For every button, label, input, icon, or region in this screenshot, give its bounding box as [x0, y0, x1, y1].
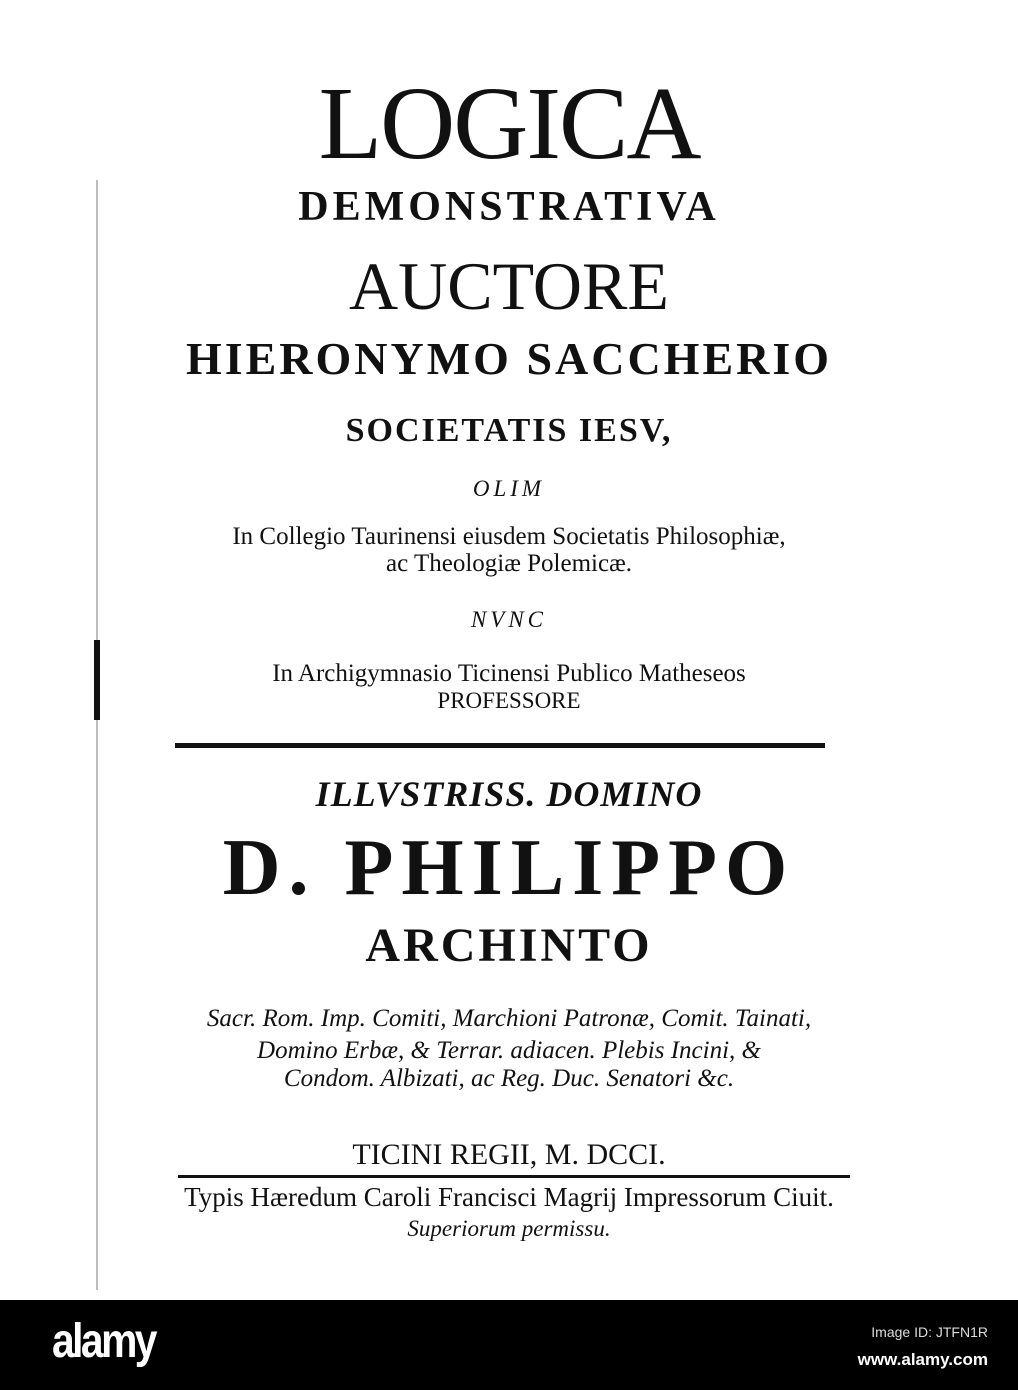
nunc-line-2: PROFESSORE	[437, 688, 581, 713]
olim-line-2: ac Theologiæ Polemicæ.	[385, 550, 633, 577]
titles-line-2: Domino Erbæ, & Terrar. adiacen. Plebis Incini, &	[257, 1037, 761, 1064]
dedicatee-name: D. PHILIPPO	[222, 824, 796, 912]
image-id: Image ID: JTFN1R	[871, 1324, 988, 1340]
dedication-heading: ILLVSTRISS. DOMINO	[315, 774, 703, 814]
alamy-logo: alamy	[52, 1315, 155, 1368]
auctore: AUCTORE	[349, 248, 669, 324]
nunc-line-1: In Archigymnasio Ticinensi Publico Matheseos	[272, 660, 746, 687]
author-name: HIERONYMO SACCHERIO	[185, 333, 833, 384]
society: SOCIETATIS IESV,	[345, 412, 673, 449]
book-subtitle: DEMONSTRATIVA	[298, 184, 720, 230]
divider-rule	[175, 743, 825, 748]
dedicatee-surname: ARCHINTO	[365, 919, 653, 972]
titles-line-1: Sacr. Rom. Imp. Comiti, Marchioni Patronæ, Comit. Tainati,	[206, 1005, 812, 1032]
olim: OLIM	[472, 476, 546, 501]
site-url: www.alamy.com	[857, 1350, 988, 1369]
book-title: LOGICA	[318, 66, 700, 181]
watermark-footer	[0, 1300, 1018, 1390]
imprint-place: TICINI REGII, M. DCCI.	[352, 1138, 666, 1171]
titles-line-3: Condom. Albizati, ac Reg. Duc. Senatori &c.	[283, 1065, 735, 1092]
printer: Typis Hæredum Caroli Francisci Magrij Impressorum Ciuit.	[184, 1182, 834, 1212]
nunc: NVNC	[470, 607, 548, 632]
imprint-rule	[178, 1175, 850, 1178]
olim-line-1: In Collegio Taurinensi eiusdem Societatis Philosophiæ,	[232, 523, 786, 550]
permission: Superiorum permissu.	[407, 1216, 611, 1241]
